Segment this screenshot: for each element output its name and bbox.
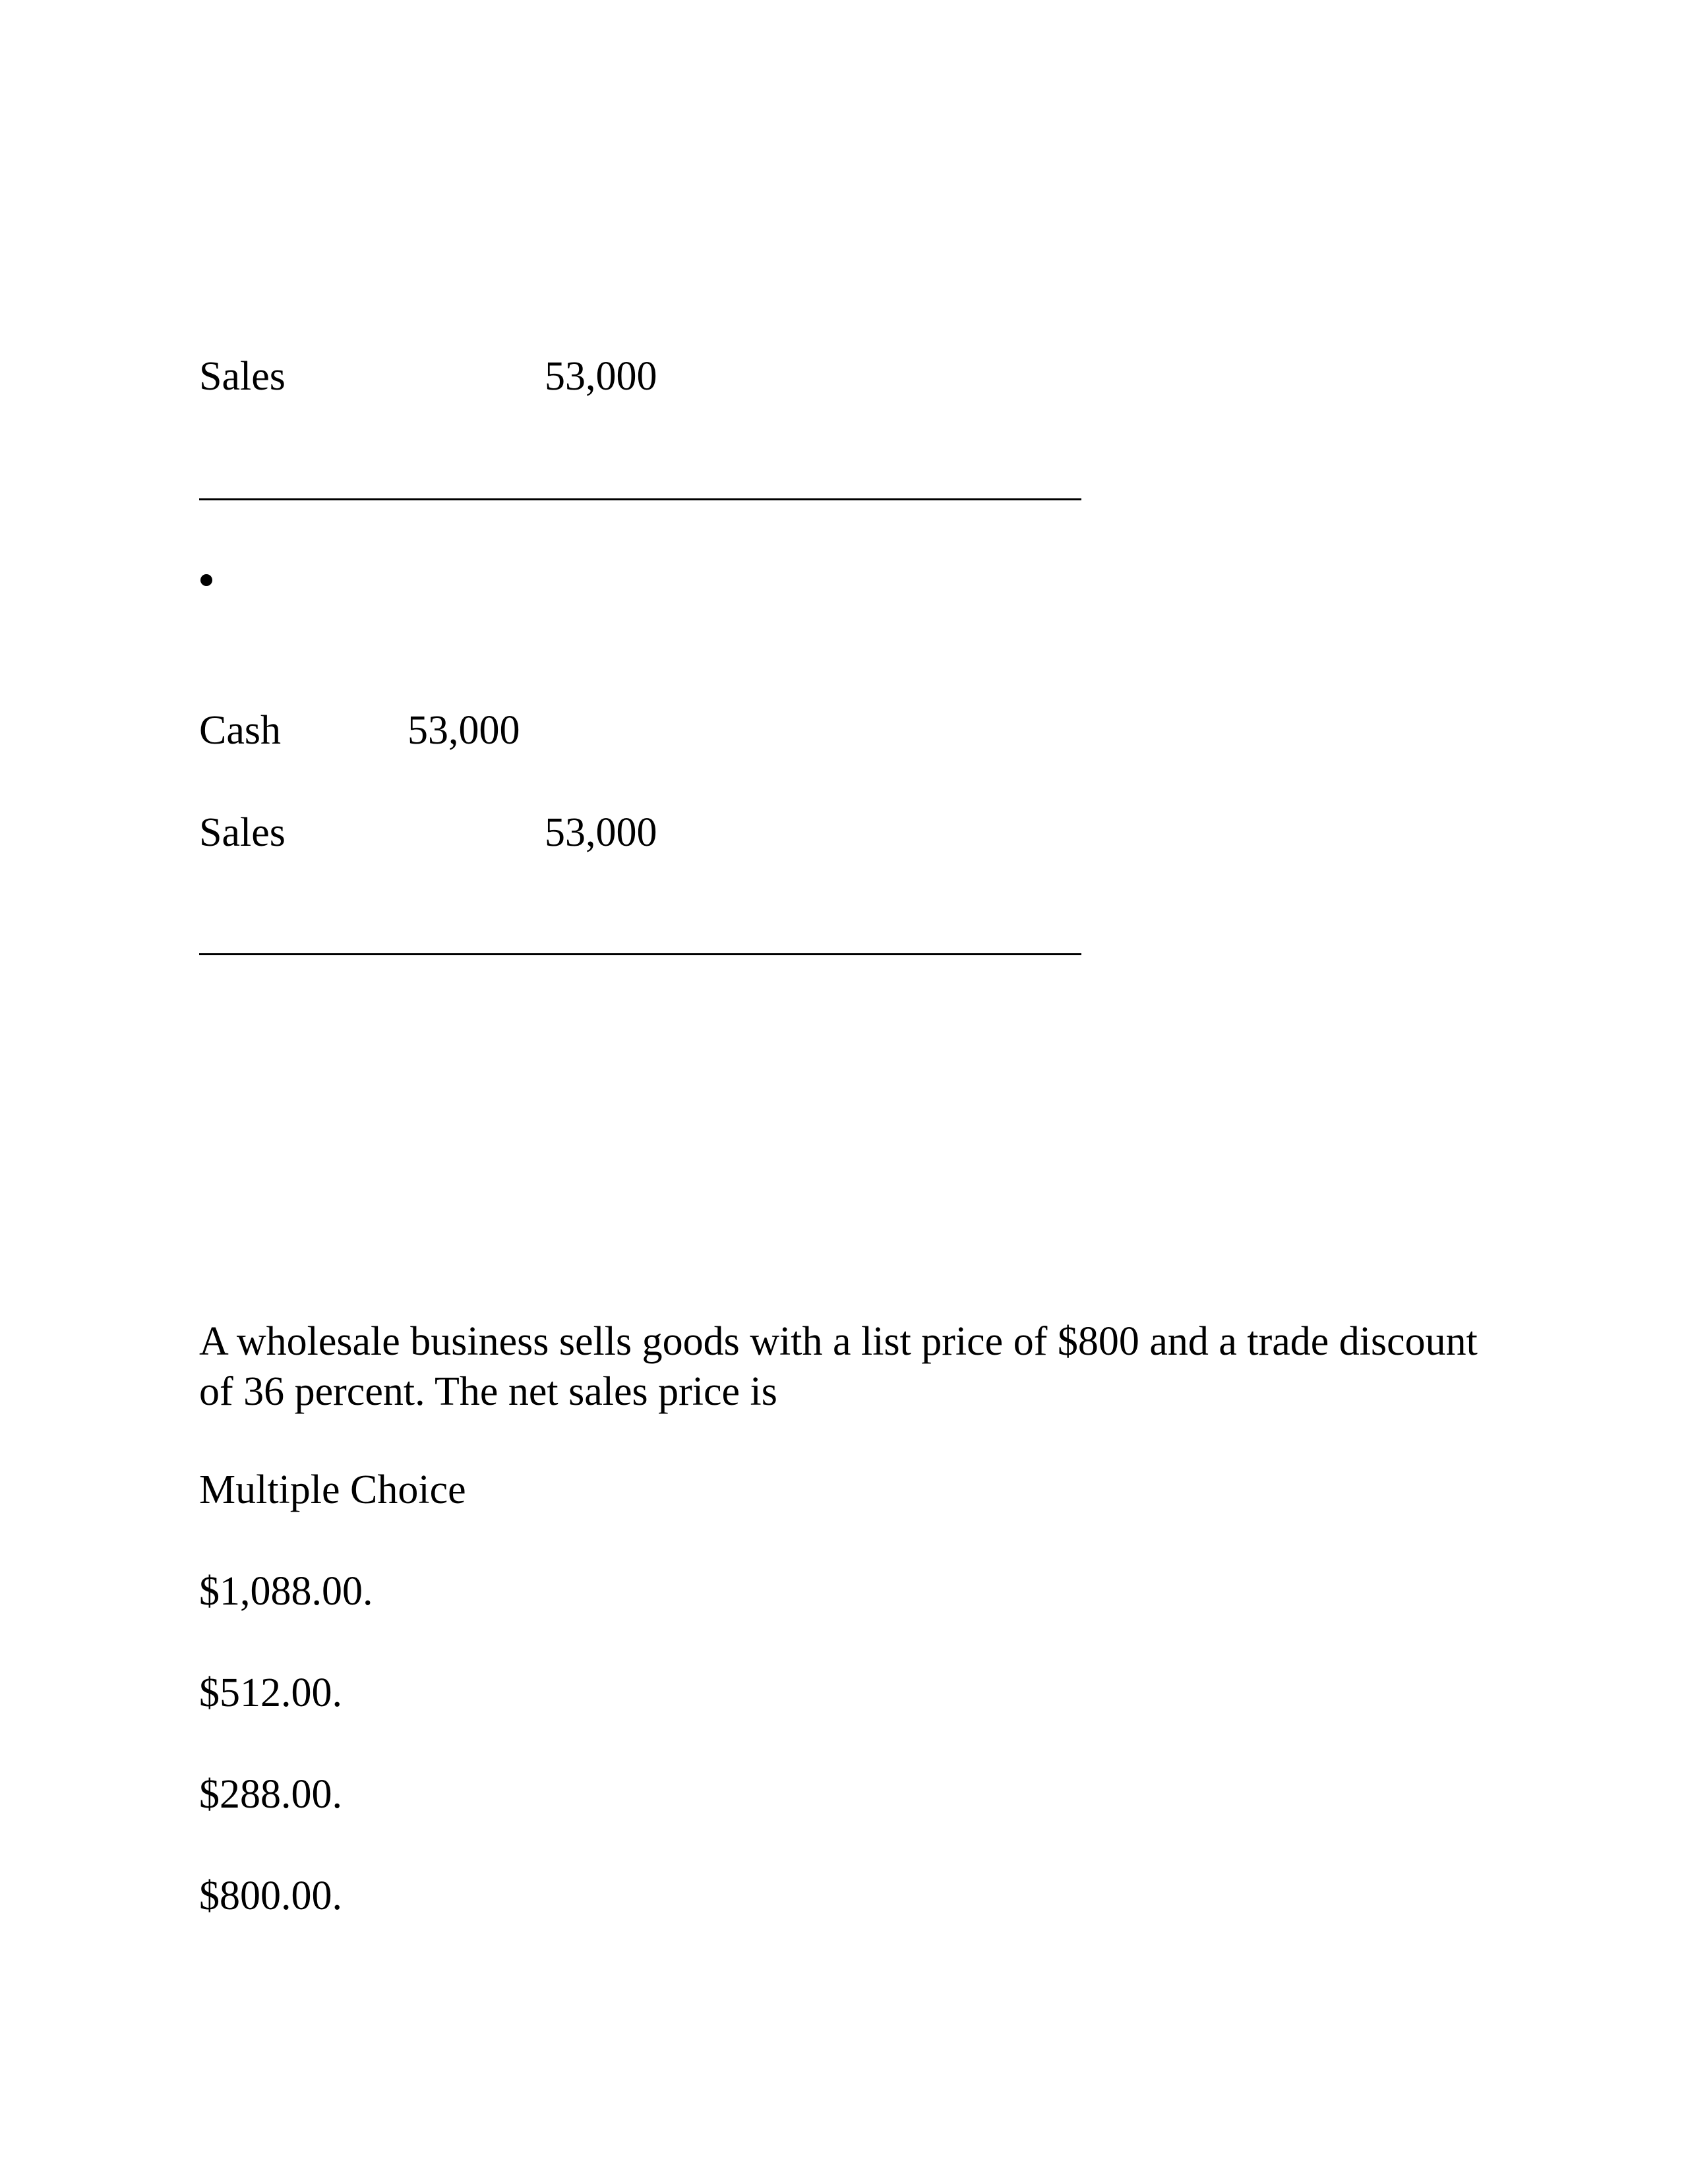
question-text: A wholesale business sells goods with a list price of $800 and a trade discount of 36 percent. The net sales price is [199, 1319, 1478, 1414]
separator-line [199, 498, 1081, 500]
credit-account-label: Sales [199, 354, 286, 399]
debit-account-label: Cash [199, 708, 281, 753]
debit-amount: 53,000 [407, 708, 520, 753]
credit-account-label: Sales [199, 810, 286, 855]
answer-option-2[interactable]: $512.00. [199, 1670, 342, 1715]
answer-option-4[interactable]: $800.00. [199, 1874, 342, 1918]
answer-option-1[interactable]: $1,088.00. [199, 1569, 373, 1614]
answer-option-3[interactable]: $288.00. [199, 1772, 342, 1817]
bullet-point [200, 574, 212, 586]
credit-amount: 53,000 [545, 810, 657, 855]
separator-line [199, 953, 1081, 955]
question-type-label: Multiple Choice [199, 1467, 466, 1512]
credit-amount: 53,000 [545, 354, 657, 399]
